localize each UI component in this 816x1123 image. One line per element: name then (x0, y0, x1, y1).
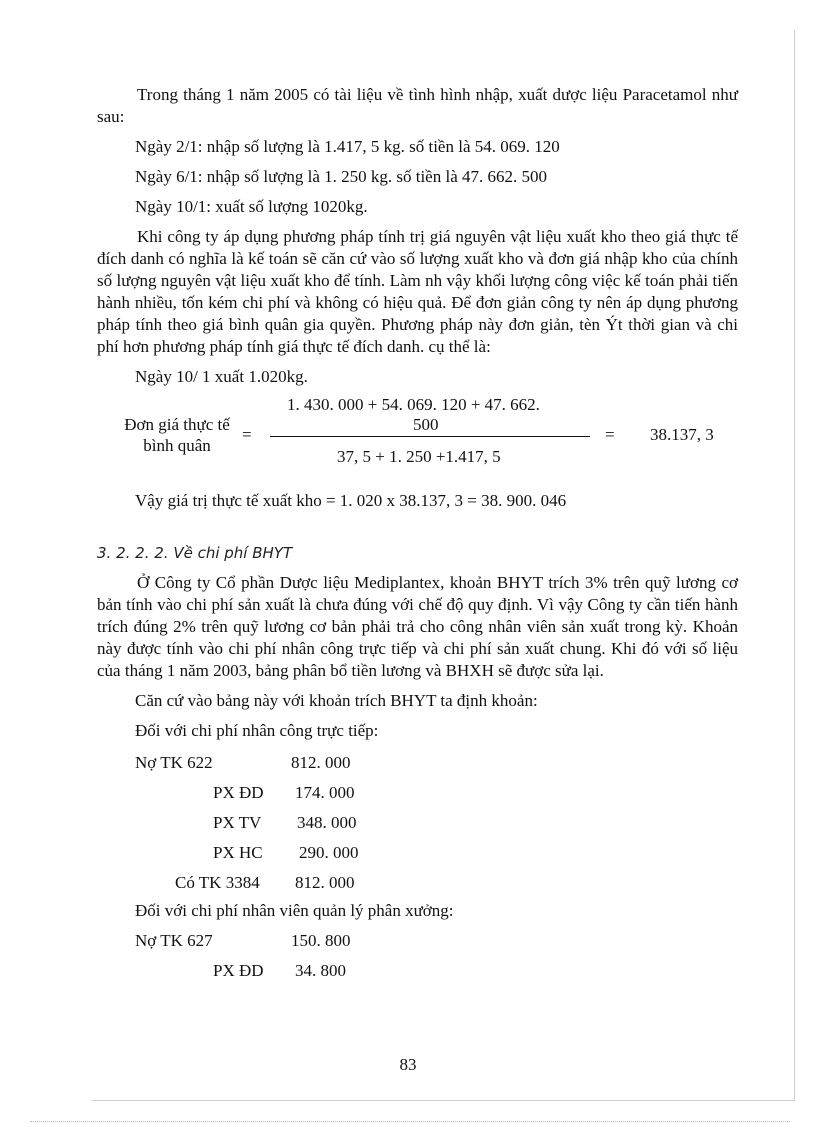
page-bottom-rule (30, 1121, 790, 1122)
document-body (97, 84, 738, 986)
entry-debit-627 (97, 926, 738, 956)
page-number: 83 (399, 1055, 417, 1074)
formula-numerator-line-2: 500 (413, 415, 439, 434)
entry-workshop-px-dd (97, 956, 738, 986)
workshop-debit-label: Nợ TK 627 (135, 931, 213, 950)
entry-px-dd (97, 778, 738, 808)
debit-label: Nợ TK 622 (135, 753, 213, 772)
px-dd-value: 174. 000 (295, 783, 355, 802)
credit-label: Có TK 3384 (175, 873, 260, 892)
fraction-bar (270, 436, 590, 437)
intro-paragraph: Trong tháng 1 năm 2005 có tài liệu về tình hình nhập, xuất dược liệu Paracetamol như sau: (97, 85, 738, 126)
method-paragraph: Khi công ty áp dụng phương pháp tính trị giá nguyên vật liệu xuất kho theo giá thực tế đích danh có nghĩa là kế toán sẽ căn cứ vào số lượng xuất kho và đơn giá nhập kho của chính số lượng nguyên vật liệu xuất kho để tính. Làm nh vậy khối lượng công việc kế toán phải tiến hành nhiều, tốn kém chi phí và không có hiệu quả. Để đơn giản công ty nên áp dụng phương pháp tính theo giá bình quân gia quyền. Phương pháp này đơn giản, tèn Ýt thời gian và chi phí hơn phương pháp tính giá thực tế đích danh. cụ thể là: (97, 227, 738, 356)
conclusion-line: Vậy giá trị thực tế xuất kho = 1. 020 x 38.137, 3 = 38. 900. 046 (135, 491, 567, 510)
formula-numerator-line-1: 1. 430. 000 + 54. 069. 120 + 47. 662. (287, 395, 540, 414)
workshop-px-dd-value: 34. 800 (295, 961, 346, 980)
entry-credit-3384 (97, 868, 738, 898)
average-price-formula (97, 396, 738, 476)
entry-import-2: Ngày 6/1: nhập số lượng là 1. 250 kg. số tiền là 47. 662. 500 (135, 167, 548, 186)
entry-debit-622 (97, 748, 738, 778)
credit-value: 812. 000 (295, 873, 355, 892)
section-heading: 3. 2. 2. 2. Về chi phí BHYT (97, 544, 293, 562)
direct-labor-title: Đối với chi phí nhân công trực tiếp: (135, 721, 379, 740)
workshop-px-dd-label: PX ĐD (213, 961, 264, 980)
formula-equals-2: = (605, 425, 615, 444)
formula-label (97, 414, 257, 456)
entry-px-hc (97, 838, 738, 868)
entry-px-tv (97, 808, 738, 838)
bhyt-paragraph: Ở Công ty Cổ phần Dược liệu Mediplantex, khoản BHYT trích 3% trên quỹ lương cơ bản tính vào chi phí sản xuất là chưa đúng với chế độ quy định. Vì vậy Công ty cần tiến hành trích đúng 2% trên quỹ lương cơ bản phải trả cho công nhân viên sản xuất trong kỳ. Khoản này được tính vào chi phí nhân công trực tiếp và chi phí sản xuất chung. Khi đó với số liệu của tháng 1 năm 2003, bảng phân bổ tiền lương và BHXH sẽ được sửa lại. (97, 573, 738, 680)
formula-label-line-2: bình quân (143, 436, 211, 455)
entry-import-1: Ngày 2/1: nhập số lượng là 1.417, 5 kg. số tiền là 54. 069. 120 (135, 137, 560, 156)
px-dd-label: PX ĐD (213, 783, 264, 802)
px-tv-value: 348. 000 (297, 813, 357, 832)
formula-denominator: 37, 5 + 1. 250 +1.417, 5 (337, 447, 501, 466)
basis-line: Căn cứ vào bảng này với khoản trích BHYT ta định khoản: (135, 691, 538, 710)
formula-result: 38.137, 3 (650, 425, 714, 444)
entry-export: Ngày 10/1: xuất số lượng 1020kg. (135, 197, 368, 216)
px-tv-label: PX TV (213, 813, 262, 832)
formula-equals-1: = (242, 425, 252, 444)
px-hc-label: PX HC (213, 843, 263, 862)
formula-label-line-1: Đơn giá thực tế (124, 415, 230, 434)
export-line: Ngày 10/ 1 xuất 1.020kg. (135, 367, 308, 386)
workshop-title: Đối với chi phí nhân viên quản lý phân xưởng: (135, 901, 454, 920)
workshop-debit-value: 150. 800 (291, 931, 351, 950)
debit-value: 812. 000 (291, 753, 351, 772)
px-hc-value: 290. 000 (299, 843, 359, 862)
